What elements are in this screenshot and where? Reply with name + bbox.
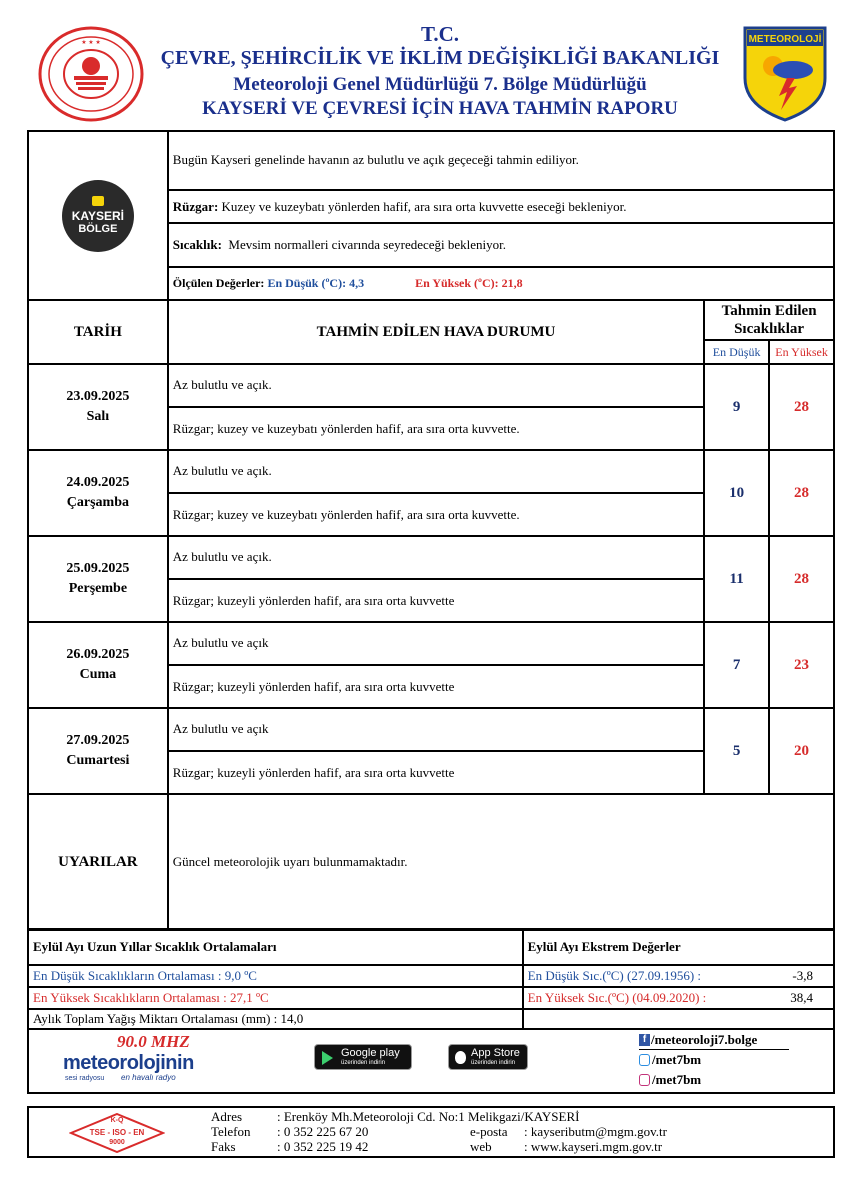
app-store-label: App Store bbox=[471, 1047, 520, 1059]
day-row bbox=[28, 536, 834, 579]
day-min-temp: 10 bbox=[704, 450, 769, 536]
radio-frequency: 90.0 MHZ bbox=[117, 1032, 190, 1051]
day-wind: Rüzgar; kuzeyli yönlerden hafif, ara sıra orta kuvvette bbox=[168, 665, 704, 708]
meteoroloji-logo bbox=[743, 26, 827, 122]
summary-temp bbox=[168, 223, 834, 267]
phone-label: Telefon bbox=[211, 1124, 251, 1139]
day-date: 26.09.2025 bbox=[66, 647, 130, 662]
tse-badge-bottom: 9000 bbox=[109, 1139, 125, 1146]
google-play-icon bbox=[322, 1051, 333, 1065]
radio-slogan: en havalı radyo bbox=[121, 1073, 176, 1082]
app-store-badge[interactable] bbox=[448, 1044, 528, 1070]
day-wind: Rüzgar; kuzeyli yönlerden hafif, ara sıra orta kuvvette bbox=[168, 751, 704, 794]
col-forecast-header: TAHMİN EDİLEN HAVA DURUMU bbox=[168, 300, 704, 364]
warnings-text: Güncel meteorolojik uyarı bulunmamaktadır. bbox=[168, 794, 834, 930]
twitter-icon bbox=[639, 1054, 650, 1066]
address-label: Adres bbox=[211, 1109, 243, 1124]
address-value: : Erenköy Mh.Meteoroloji Cd. No:1 Melikgazi/KAYSERİ bbox=[277, 1109, 580, 1124]
climate-empty bbox=[523, 1009, 834, 1029]
email-label: e-posta bbox=[470, 1124, 508, 1139]
report-title: KAYSERİ VE ÇEVRESİ İÇİN HAVA TAHMİN RAPORU bbox=[202, 98, 678, 119]
fax-label: Faks bbox=[211, 1139, 236, 1154]
day-max-temp: 23 bbox=[769, 622, 834, 708]
day-sky: Az bulutlu ve açık. bbox=[168, 536, 704, 579]
day-wind: Rüzgar; kuzeyli yönlerden hafif, ara sıra orta kuvvette bbox=[168, 579, 704, 622]
instagram-handle: /met7bm bbox=[652, 1072, 702, 1087]
day-name: Perşembe bbox=[68, 581, 128, 596]
col-max-header: En Yüksek bbox=[769, 340, 834, 364]
email-value[interactable]: : kayseributm@mgm.gov.tr bbox=[524, 1124, 667, 1139]
summary-wind bbox=[168, 190, 834, 223]
day-wind: Rüzgar; kuzey ve kuzeybatı yönlerden hafif, ara sıra orta kuvvette. bbox=[168, 407, 704, 450]
ministry-seal bbox=[38, 26, 144, 122]
day-date-cell bbox=[28, 708, 168, 794]
tse-badge-top: K-Q bbox=[110, 1117, 124, 1124]
climate-table bbox=[27, 928, 835, 1094]
day-row bbox=[28, 708, 834, 751]
region-logo-line2: BÖLGE bbox=[78, 223, 118, 235]
phone-value: : 0 352 225 67 20 bbox=[277, 1124, 369, 1139]
google-play-badge[interactable] bbox=[314, 1044, 412, 1070]
day-sky: Az bulutlu ve açık. bbox=[168, 450, 704, 493]
day-row bbox=[28, 450, 834, 493]
radio-logo bbox=[63, 1032, 223, 1090]
radio-name: meteorolojinin bbox=[63, 1052, 194, 1074]
svg-text:METEOROLOJİ: METEOROLOJİ bbox=[748, 34, 822, 45]
social-links bbox=[639, 1030, 829, 1090]
measured-label: Ölçülen Değerler: bbox=[172, 276, 265, 290]
day-min-temp: 9 bbox=[704, 364, 769, 450]
climate-ext-max-value: 38,4 bbox=[774, 987, 834, 1009]
web-label: web bbox=[470, 1139, 492, 1154]
day-max-temp: 28 bbox=[769, 364, 834, 450]
climate-left-title: Eylül Ayı Uzun Yıllar Sıcaklık Ortalamaları bbox=[28, 929, 523, 965]
day-name: Cuma bbox=[79, 667, 117, 682]
day-row bbox=[28, 364, 834, 407]
day-row bbox=[28, 622, 834, 665]
day-min-temp: 11 bbox=[704, 536, 769, 622]
region-logo-line1: KAYSERİ bbox=[71, 209, 125, 223]
region-logo-emblem-icon bbox=[92, 196, 104, 206]
climate-avg-min: En Düşük Sıcaklıkların Ortalaması : 9,0 ºC bbox=[28, 965, 523, 987]
instagram-icon bbox=[639, 1074, 650, 1086]
climate-right-title: Eylül Ayı Ekstrem Değerler bbox=[523, 929, 834, 965]
col-date-header: TARİH bbox=[28, 300, 168, 364]
measured-min: En Düşük (ºC): 4,3 bbox=[267, 276, 365, 290]
day-min-temp: 7 bbox=[704, 622, 769, 708]
ministry-name: ÇEVRE, ŞEHİRCİLİK VE İKLİM DEĞİŞİKLİĞİ BAKANLIĞI bbox=[160, 47, 720, 69]
social-twitter[interactable] bbox=[639, 1050, 829, 1070]
forecast-table bbox=[27, 130, 835, 931]
day-name: Salı bbox=[86, 409, 110, 424]
google-play-sub: üzerinden indirin bbox=[341, 1060, 386, 1066]
day-max-temp: 20 bbox=[769, 708, 834, 794]
directorate-name: Meteoroloji Genel Müdürlüğü 7. Bölge Müdürlüğü bbox=[233, 74, 647, 95]
social-cell bbox=[642, 1029, 834, 1093]
day-wind: Rüzgar; kuzey ve kuzeybatı yönlerden hafif, ara sıra orta kuvvette. bbox=[168, 493, 704, 536]
col-temps-header: Tahmin Edilen Sıcaklıklar bbox=[704, 300, 834, 340]
warnings-label: UYARILAR bbox=[28, 794, 168, 930]
radio-sub: sesi radyosu bbox=[65, 1075, 105, 1082]
day-date-cell bbox=[28, 622, 168, 708]
day-sky: Az bulutlu ve açık. bbox=[168, 364, 704, 407]
day-max-temp: 28 bbox=[769, 536, 834, 622]
day-date: 23.09.2025 bbox=[66, 389, 130, 404]
climate-ext-max-label: En Yüksek Sıc.(ºC) (04.09.2020) : bbox=[523, 987, 774, 1009]
summary-wind-label: Rüzgar: bbox=[172, 198, 219, 214]
kayseri-region-logo bbox=[62, 180, 134, 252]
social-facebook[interactable] bbox=[639, 1030, 789, 1050]
summary-wind-text: Kuzey ve kuzeybatı yönlerden hafif, ara sıra orta kuvvette eseceği bekleniyor. bbox=[221, 198, 627, 214]
tse-badge-mid: TSE - ISO - EN bbox=[89, 1128, 145, 1137]
measured-max: En Yüksek (ºC): 21,8 bbox=[415, 276, 523, 290]
day-date: 27.09.2025 bbox=[66, 733, 130, 748]
measured-values bbox=[168, 267, 834, 300]
contact-footer bbox=[27, 1106, 835, 1158]
summary-general: Bugün Kayseri genelinde havanın az bulutlu ve açık geçeceği tahmin ediliyor. bbox=[168, 131, 834, 190]
web-value[interactable]: : www.kayseri.mgm.gov.tr bbox=[524, 1139, 663, 1154]
day-sky: Az bulutlu ve açık bbox=[168, 622, 704, 665]
day-date-cell bbox=[28, 364, 168, 450]
social-instagram[interactable] bbox=[639, 1070, 829, 1090]
day-date-cell bbox=[28, 450, 168, 536]
header-tc: T.C. bbox=[420, 22, 460, 46]
day-name: Çarşamba bbox=[66, 495, 130, 510]
climate-ext-min-label: En Düşük Sıc.(ºC) (27.09.1956) : bbox=[523, 965, 774, 987]
col-min-header: En Düşük bbox=[704, 340, 769, 364]
climate-rain: Aylık Toplam Yağış Miktarı Ortalaması (mm) : 14,0 bbox=[28, 1009, 523, 1029]
svg-text:★ ★ ★: ★ ★ ★ bbox=[81, 40, 101, 46]
climate-avg-max: En Yüksek Sıcaklıkların Ortalaması : 27,1 ºC bbox=[28, 987, 523, 1009]
day-date: 24.09.2025 bbox=[66, 475, 130, 490]
tse-badge bbox=[69, 1113, 165, 1153]
summary-temp-label: Sıcaklık: bbox=[172, 237, 222, 252]
twitter-handle: /met7bm bbox=[652, 1052, 702, 1067]
day-date: 25.09.2025 bbox=[66, 561, 130, 576]
apple-icon bbox=[455, 1051, 466, 1064]
day-max-temp: 28 bbox=[769, 450, 834, 536]
summary-temp-text: Mevsim normalleri civarında seyredeceği bekleniyor. bbox=[228, 237, 507, 252]
day-date-cell bbox=[28, 536, 168, 622]
facebook-icon: f bbox=[639, 1034, 650, 1046]
climate-ext-min-value: -3,8 bbox=[774, 965, 834, 987]
region-logo-cell bbox=[28, 131, 168, 300]
fax-value: : 0 352 225 19 42 bbox=[277, 1139, 369, 1154]
day-name: Cumartesi bbox=[66, 753, 130, 768]
google-play-label: Google play bbox=[341, 1047, 400, 1059]
day-sky: Az bulutlu ve açık bbox=[168, 708, 704, 751]
facebook-handle: /meteoroloji7.bolge bbox=[651, 1031, 758, 1047]
app-store-sub: üzerinden indirin bbox=[471, 1060, 516, 1066]
day-min-temp: 5 bbox=[704, 708, 769, 794]
